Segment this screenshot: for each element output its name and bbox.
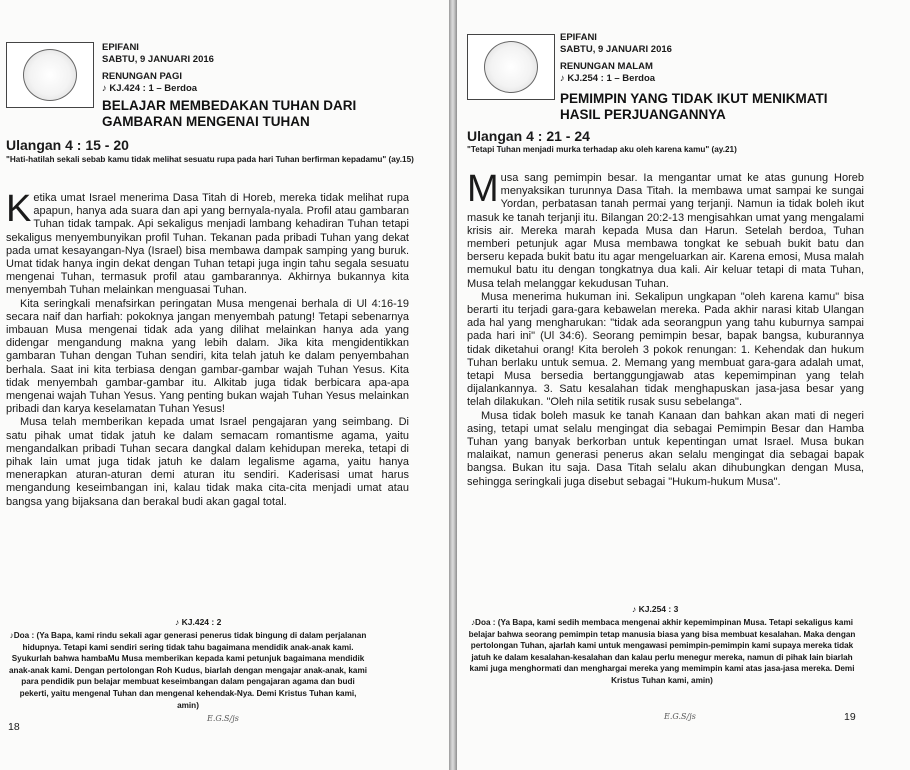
season-label: EPIFANI [102, 42, 139, 53]
scripture-reference: Ulangan 4 : 15 - 20 [6, 137, 129, 153]
paragraph [467, 168, 864, 291]
right-page [457, 0, 910, 770]
devotional-body [6, 188, 409, 509]
logo-disc [484, 41, 538, 93]
drop-cap: M [467, 168, 499, 210]
page-title: PEMIMPIN YANG TIDAK IKUT MENIKMATI HASIL PERJUANGANNYA [560, 91, 828, 122]
key-verse: "Hati-hatilah sekali sebab kamu tidak melihat sesuatu rupa pada hari Tuhan berfirman kepadamu" (ay.15) [6, 155, 414, 164]
closing-hymn: ♪ KJ.424 : 2 [175, 617, 222, 627]
page-number: 18 [8, 721, 20, 733]
prayer-text: ♪Doa : (Ya Bapa, kami rindu sekali agar generasi penerus tidak bingung di dalam perjalanan hidupnya. Tetapi kami sendiri sering tidak tahu bagaimana mendidik anak-anak kami. Syukurlah bahwa hambaMu Musa memberikan kepada kami petunjuk bagaimana mendidik anak-anak kami. Dengan pertolongan Roh Kudus, biarlah dengan mengajar anak-anak, kami para pendidik pun belajar membuat keseimbangan dalam pengajaran agama dan budi pekerti, yaitu mengenal Tuhan dan mengenal kehendak-Nya. Demi Kristus Tuhan kami, amin) [8, 631, 368, 710]
opening-hymn: ♪ KJ.254 : 1 – Berdoa [560, 73, 656, 84]
header-block [102, 42, 214, 95]
page-number: 19 [844, 711, 856, 723]
scripture-reference: Ulangan 4 : 21 - 24 [467, 128, 590, 144]
book-gutter [449, 0, 457, 770]
author-signature: E.G.S/js [207, 714, 239, 723]
left-page [0, 0, 449, 770]
page-title: BELAJAR MEMBEDAKAN TUHAN DARI GAMBARAN MENGENAI TUHAN [102, 98, 357, 129]
paragraph-text: usa sang pemimpin besar. Ia mengantar umat ke atas gunung Horeb menyaksikan turunnya Dasa Titah. Ia membawa umat sampai ke sungai Yordan, perbatasan tanah permai yang terjanji. Namun ia tidak boleh ikut masuk ke tanah terjanji itu. Bilangan 20:2-13 mengisahkan umat yang mengalami krisis air. Mereka marah kepada Musa dan Harun. Setelah berdoa, Tuhan memberi petunjuk agar Musa membawa tongkat ke sebuah bukit batu dan berseru kepada bukit batu itu agar mengeluarkan air. Karena emosi, Musa malah memukul batu itu dengan tongkatnya dua kali. Air keluar tetapi di mata Tuhan, Musa telah melanggar kekudusan Tuhan. [467, 172, 864, 290]
devotional-body [467, 168, 864, 489]
devotional-logo-icon [6, 42, 94, 108]
author-signature: E.G.S/js [664, 712, 696, 721]
drop-cap: K [6, 188, 32, 230]
paragraph: Musa tidak boleh masuk ke tanah Kanaan dan bahkan akan mati di negeri asing, tetapi umat selalu mengingat dia sebagai Pemimpin Besar dan Hamba Tuhan yang banyak berkorban untuk kepentingan umat Israel. Musa bukan malaikat, namun generasi penerus akan selalu mengingat dia sebagai bapak bangsa. Bukan itu saja. Dasa Titah selalu akan dihubungkan dengan Musa, sehingga seringkali juga disebut sebagai "Hukum-hukum Musa". [467, 409, 864, 488]
logo-disc [23, 49, 77, 101]
opening-hymn: ♪ KJ.424 : 1 – Berdoa [102, 83, 198, 94]
session-label: RENUNGAN PAGI [102, 71, 183, 82]
paragraph [6, 188, 409, 298]
closing-hymn: ♪ KJ.254 : 3 [632, 604, 679, 614]
paragraph: Musa menerima hukuman ini. Sekalipun ungkapan "oleh karena kamu" bisa berarti itu terjadi gara-gara kebawelan mereka. Pada akhir narasi kitab Ulangan ada hal yang mengharukan: "tidak ada seorangpun yang tahu kuburnya sampai pada hari ini" (Ul 34:6). Seorang pemimpin besar, bapak bangsa, kuburannya tidak diketahui orang! Kita beroleh 3 pokok renungan: 1. Kehendak dan hukum Tuhan berlaku untuk semua. 2. Memang yang membuat gara-gara adalah umat, tetapi Musa bersedia bertanggungjawab atas kepemimpinan yang telah dijalankannya. 3. Satu kesalahan tidak menghapuskan jasa-jasa besar yang telah dilakukan. "Oleh nila setitik rusak susu sebelanga". [467, 290, 864, 409]
header-block [560, 32, 672, 85]
session-label: RENUNGAN MALAM [560, 61, 653, 72]
key-verse: "Tetapi Tuhan menjadi murka terhadap aku oleh karena kamu" (ay.21) [467, 145, 737, 154]
paragraph: Musa telah memberikan kepada umat Israel pengajaran yang seimbang. Di satu pihak umat tidak jatuh ke dalam semacam romantisme agama, yaitu mengandalkan pribadi Tuhan secara dangkal dalam kehidupan mereka, tetapi di pihak lain umat juga tidak jatuh ke dalam legalisme agama, yaitu hanya menerapkan aturan-aturan demi aturan itu sendiri. Kaderisasi umat harus mengandung keseimbangan ini, kalau tidak maka cita-cita menjadi umat atau bangsa yang bijaksana dan berakal budi akan gagal total. [6, 416, 409, 508]
paragraph-text: etika umat Israel menerima Dasa Titah di Horeb, mereka tidak melihat rupa apapun, hanya ada suara dan api yang bernyala-nyala. Profil atau gambaran Tuhan tidak tampak. Api sekaligus menjadi lambang kehadiran Tuhan tetapi sekaligus menyembunyikan profil Tuhan. Tekanan pada pribadi Tuhan yang dekat pada umat kesayangan-Nya (Israel) bisa membawa dampak samping yang buruk. Umat tidak hanya ingin dekat dengan Tuhan tetapi juga ingin tahu segala sesuatu mengenai Tuhan, termasuk profil atau gambarannya. Akhirnya bukannya kita menyembah Tuhan melainkan menguasai Tuhan. [6, 192, 409, 297]
paragraph: Kita seringkali menafsirkan peringatan Musa mengenai berhala di Ul 4:16-19 secara naif dan harfiah: pokoknya jangan menyembah patung! Tetapi sebenarnya imbauan Musa mengenai tidak ada yang dilihat melainkan hanya ada yang didengar mengandung makna yang lebih dalam. Jika kita mengidentikkan gambaran Tuhan dengan Tuhan sendiri, kita telah jatuh ke dalam penyembahan berhala. Saat ini kita terbiasa dengan gambar-gambar wajah Tuhan Yesus. Kita tidak menyembah gambar-gambar itu. Alkitab juga tidak berbicara apa-apa mengenai wajah Tuhan Yesus. Yang penting bukan wajah Tuhan Yesus melainkan pribadi dan karya keselamatan Tuhan Yesus! [6, 297, 409, 416]
devotional-logo-icon [467, 34, 555, 100]
date-label: SABTU, 9 JANUARI 2016 [102, 54, 214, 65]
date-label: SABTU, 9 JANUARI 2016 [560, 44, 672, 55]
season-label: EPIFANI [560, 32, 597, 43]
prayer-text: ♪Doa : (Ya Bapa, kami sedih membaca mengenai akhir kepemimpinan Musa. Tetapi sekaligus kami belajar bahwa seorang pemimpin tetap manusia biasa yang bisa membuat kesalahan. Maka dengan pertolongan Tuhan, ajarlah kami untuk mengawasi pemimpin-pemimpin kami supaya mereka tidak jatuh ke dalam kesalahan-kesalahan dan kalau perlu menegur mereka, namun di pihak lain biarlah kami juga menghormati dan menghargai mereka yang memimpin kami atas jasa-jasa mereka. Demi Kristus Tuhan kami, amin) [468, 618, 856, 685]
